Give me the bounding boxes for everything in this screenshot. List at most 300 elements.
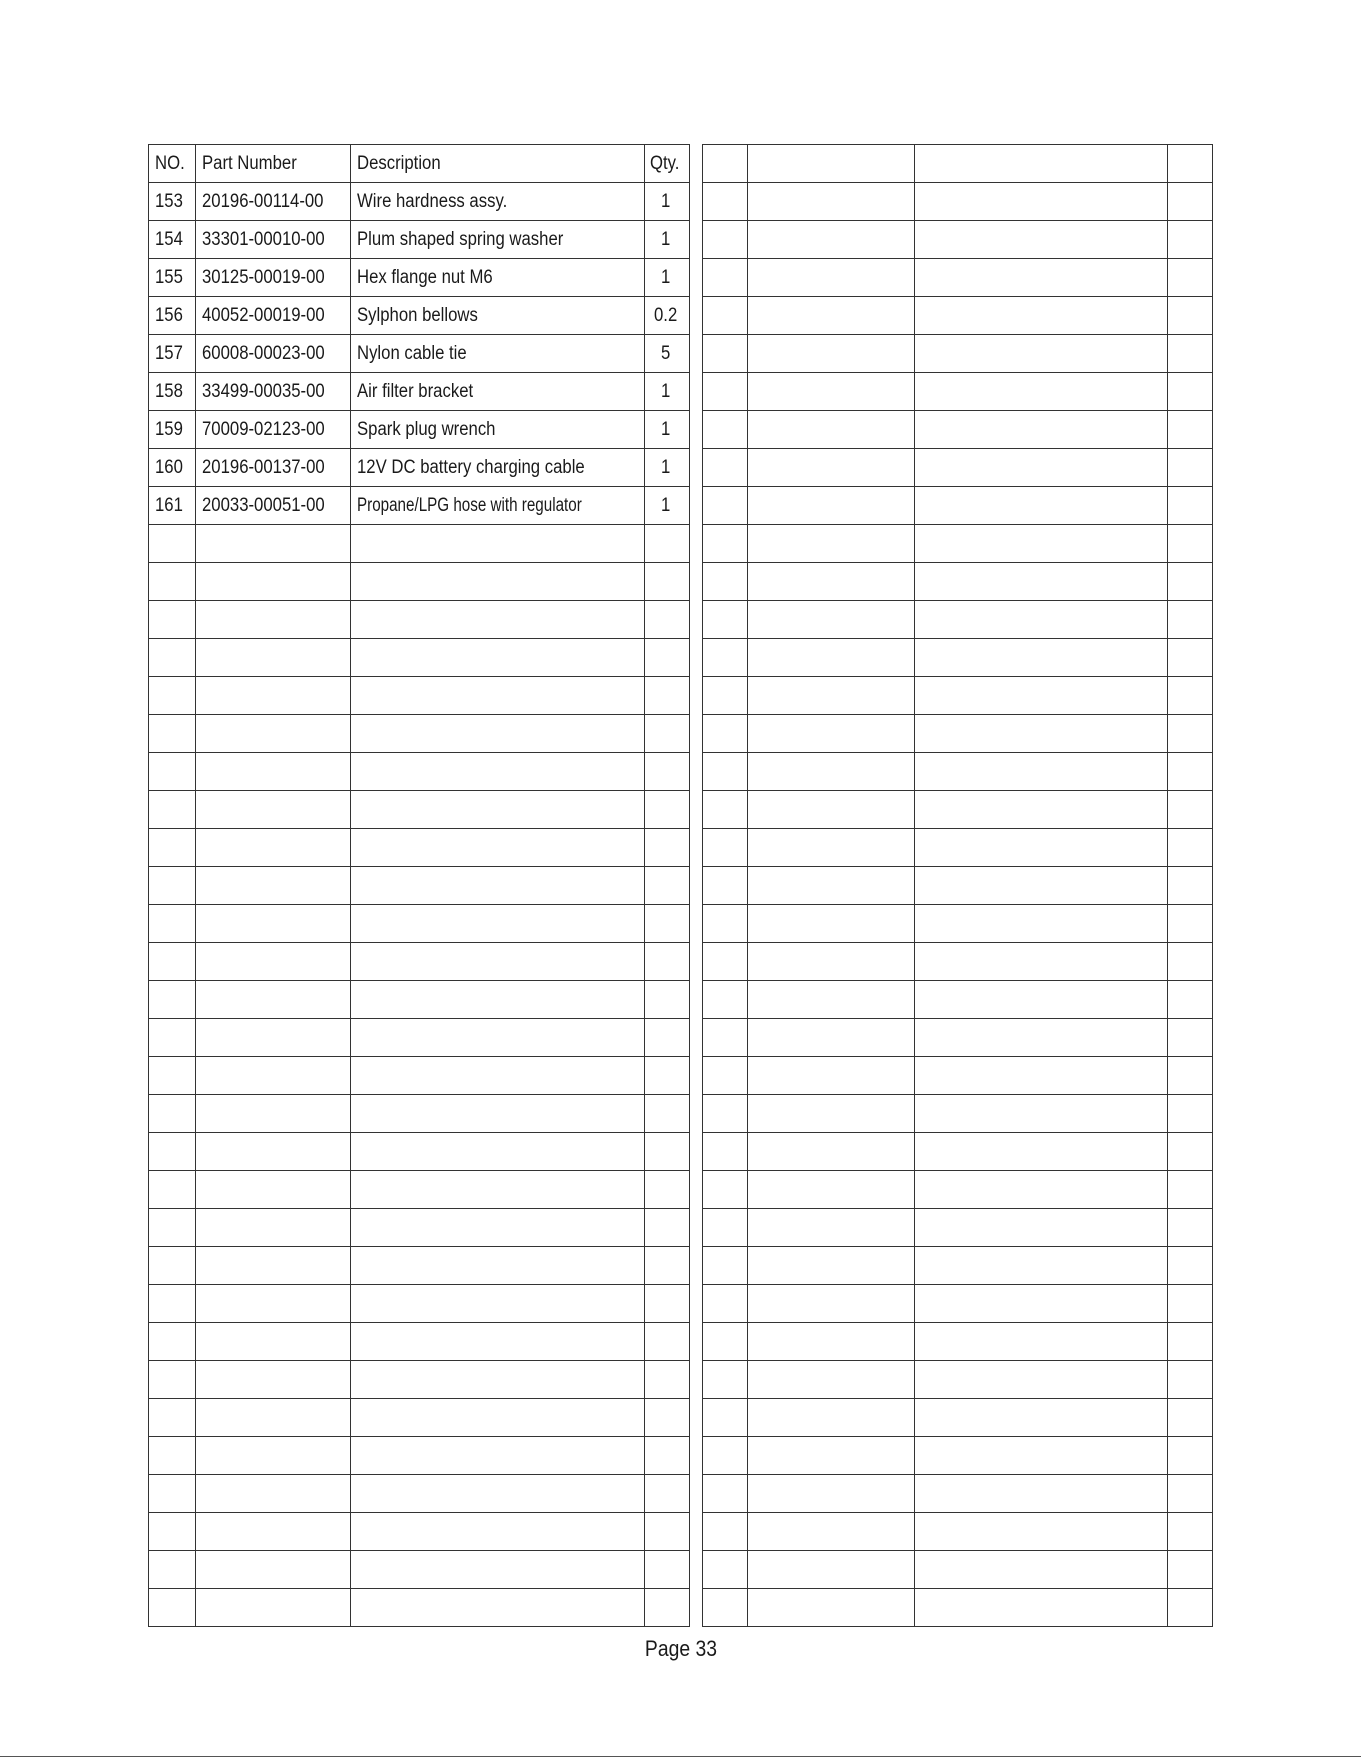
empty-cell <box>748 563 915 601</box>
empty-cell <box>644 905 689 943</box>
empty-cell <box>1168 183 1213 221</box>
empty-cell <box>195 677 350 715</box>
cell-no: 159 <box>149 411 196 449</box>
empty-table-row <box>703 297 1213 335</box>
empty-table-row <box>703 1133 1213 1171</box>
empty-cell <box>1168 1551 1213 1589</box>
empty-table-row <box>149 563 690 601</box>
empty-cell <box>915 1589 1168 1627</box>
empty-cell <box>350 563 644 601</box>
header-qty: Qty. <box>644 145 689 183</box>
empty-cell <box>703 1095 748 1133</box>
empty-table-row <box>149 1171 690 1209</box>
empty-table-row <box>149 753 690 791</box>
cell-description: Wire hardness assy. <box>350 183 644 221</box>
empty-cell <box>703 753 748 791</box>
empty-cell <box>703 297 748 335</box>
empty-cell <box>748 1057 915 1095</box>
empty-cell <box>915 1513 1168 1551</box>
empty-cell <box>1168 829 1213 867</box>
empty-table-row <box>703 791 1213 829</box>
header-description: Description <box>350 145 644 183</box>
empty-cell <box>644 525 689 563</box>
empty-cell <box>195 1247 350 1285</box>
empty-table-row <box>149 867 690 905</box>
empty-cell <box>350 677 644 715</box>
empty-cell <box>748 829 915 867</box>
empty-cell <box>1168 1323 1213 1361</box>
empty-cell <box>748 1513 915 1551</box>
parts-table-left <box>148 144 690 1627</box>
empty-cell <box>149 1171 196 1209</box>
table-row <box>149 221 690 259</box>
empty-table-row <box>149 639 690 677</box>
empty-cell <box>1168 867 1213 905</box>
empty-cell <box>1168 373 1213 411</box>
empty-cell <box>915 1019 1168 1057</box>
empty-cell <box>915 905 1168 943</box>
table-row <box>149 373 690 411</box>
empty-cell <box>644 715 689 753</box>
empty-cell <box>915 753 1168 791</box>
empty-table-row <box>149 1323 690 1361</box>
empty-cell <box>195 1019 350 1057</box>
empty-cell <box>195 791 350 829</box>
empty-cell <box>915 867 1168 905</box>
empty-cell <box>748 715 915 753</box>
empty-table-row <box>703 1399 1213 1437</box>
empty-table-row <box>149 601 690 639</box>
empty-table-row <box>703 943 1213 981</box>
empty-cell <box>703 905 748 943</box>
empty-cell <box>703 1437 748 1475</box>
empty-cell <box>703 1209 748 1247</box>
empty-cell <box>195 601 350 639</box>
empty-cell <box>644 1247 689 1285</box>
empty-cell <box>703 487 748 525</box>
empty-cell <box>915 1285 1168 1323</box>
empty-cell <box>195 867 350 905</box>
empty-cell <box>915 335 1168 373</box>
table-row <box>149 259 690 297</box>
cell-no: 156 <box>149 297 196 335</box>
empty-cell <box>748 677 915 715</box>
empty-cell <box>1168 1247 1213 1285</box>
empty-cell <box>915 449 1168 487</box>
empty-table-row <box>149 1589 690 1627</box>
empty-cell <box>149 715 196 753</box>
empty-cell <box>149 525 196 563</box>
empty-cell <box>149 905 196 943</box>
empty-cell <box>644 1171 689 1209</box>
empty-table-row <box>149 1361 690 1399</box>
empty-table-row <box>149 1209 690 1247</box>
empty-cell <box>149 1247 196 1285</box>
empty-cell <box>350 1323 644 1361</box>
empty-cell <box>1168 1437 1213 1475</box>
empty-table-row <box>703 677 1213 715</box>
empty-table-row <box>703 1589 1213 1627</box>
cell-no: 153 <box>149 183 196 221</box>
empty-cell <box>350 1475 644 1513</box>
empty-table-row <box>149 943 690 981</box>
empty-cell <box>915 1095 1168 1133</box>
empty-cell <box>703 1171 748 1209</box>
empty-cell <box>703 449 748 487</box>
table-row <box>149 449 690 487</box>
empty-cell <box>149 753 196 791</box>
empty-cell <box>748 183 915 221</box>
cell-no: 161 <box>149 487 196 525</box>
empty-cell <box>1168 563 1213 601</box>
empty-cell <box>195 1323 350 1361</box>
empty-cell <box>703 639 748 677</box>
empty-cell <box>350 525 644 563</box>
empty-cell <box>1168 1209 1213 1247</box>
empty-table-row <box>703 487 1213 525</box>
empty-cell <box>703 715 748 753</box>
empty-cell <box>195 1513 350 1551</box>
empty-cell <box>1168 1095 1213 1133</box>
empty-cell <box>915 563 1168 601</box>
empty-cell <box>703 1589 748 1627</box>
empty-cell <box>195 1095 350 1133</box>
cell-part-number: 40052-00019-00 <box>195 297 350 335</box>
empty-cell <box>1168 715 1213 753</box>
empty-table-row <box>149 1399 690 1437</box>
empty-table-row <box>703 335 1213 373</box>
empty-table-row <box>703 905 1213 943</box>
empty-cell <box>915 791 1168 829</box>
empty-cell <box>1168 1057 1213 1095</box>
empty-cell <box>195 1285 350 1323</box>
empty-table-row <box>703 221 1213 259</box>
empty-cell <box>703 867 748 905</box>
empty-cell <box>915 1551 1168 1589</box>
empty-cell <box>915 487 1168 525</box>
empty-cell <box>748 1247 915 1285</box>
empty-cell <box>748 1475 915 1513</box>
cell-description: Spark plug wrench <box>350 411 644 449</box>
empty-cell <box>748 1095 915 1133</box>
empty-table-row <box>703 1475 1213 1513</box>
empty-cell <box>748 297 915 335</box>
empty-cell <box>195 1133 350 1171</box>
empty-table-row <box>703 411 1213 449</box>
empty-cell <box>149 829 196 867</box>
cell-description: Propane/LPG hose with regulator <box>350 487 644 525</box>
empty-cell <box>350 1589 644 1627</box>
empty-cell <box>149 1551 196 1589</box>
empty-cell <box>748 1133 915 1171</box>
empty-table-row <box>703 753 1213 791</box>
cell-qty: 0.2 <box>644 297 689 335</box>
empty-cell <box>350 1437 644 1475</box>
empty-cell <box>1168 487 1213 525</box>
empty-table-row <box>149 829 690 867</box>
empty-cell <box>195 905 350 943</box>
empty-cell <box>1168 1019 1213 1057</box>
empty-cell <box>703 1551 748 1589</box>
empty-cell <box>644 1399 689 1437</box>
cell-part-number: 33301-00010-00 <box>195 221 350 259</box>
empty-cell <box>703 1285 748 1323</box>
parts-table-left-body <box>149 145 690 1627</box>
empty-table-row <box>149 1095 690 1133</box>
empty-cell <box>915 525 1168 563</box>
empty-cell <box>644 943 689 981</box>
empty-cell <box>350 943 644 981</box>
empty-cell <box>1168 1361 1213 1399</box>
empty-cell <box>1168 677 1213 715</box>
empty-table-row <box>703 829 1213 867</box>
empty-cell <box>703 145 748 183</box>
cell-qty: 1 <box>644 221 689 259</box>
cell-no: 157 <box>149 335 196 373</box>
empty-cell <box>915 981 1168 1019</box>
empty-cell <box>748 791 915 829</box>
empty-cell <box>748 335 915 373</box>
empty-cell <box>748 1019 915 1057</box>
cell-qty: 5 <box>644 335 689 373</box>
empty-cell <box>1168 791 1213 829</box>
cell-description: Plum shaped spring washer <box>350 221 644 259</box>
parts-table-right <box>702 144 1213 1627</box>
empty-cell <box>149 1361 196 1399</box>
empty-cell <box>195 563 350 601</box>
empty-cell <box>915 221 1168 259</box>
cell-part-number: 20196-00137-00 <box>195 449 350 487</box>
empty-cell <box>350 867 644 905</box>
empty-cell <box>703 335 748 373</box>
empty-cell <box>1168 335 1213 373</box>
empty-cell <box>195 829 350 867</box>
empty-cell <box>915 601 1168 639</box>
empty-cell <box>1168 297 1213 335</box>
empty-cell <box>703 1133 748 1171</box>
cell-description: Hex flange nut M6 <box>350 259 644 297</box>
empty-cell <box>1168 639 1213 677</box>
empty-cell <box>748 943 915 981</box>
cell-description: Nylon cable tie <box>350 335 644 373</box>
empty-cell <box>350 981 644 1019</box>
empty-cell <box>748 753 915 791</box>
empty-table-row <box>703 145 1213 183</box>
empty-cell <box>350 1171 644 1209</box>
empty-table-row <box>149 525 690 563</box>
empty-table-row <box>149 1133 690 1171</box>
empty-cell <box>703 1057 748 1095</box>
empty-cell <box>748 1171 915 1209</box>
cell-part-number: 70009-02123-00 <box>195 411 350 449</box>
empty-table-row <box>149 1019 690 1057</box>
empty-table-row <box>149 677 690 715</box>
table-row <box>149 183 690 221</box>
empty-cell <box>350 1057 644 1095</box>
empty-cell <box>350 715 644 753</box>
empty-cell <box>195 525 350 563</box>
empty-cell <box>350 1513 644 1551</box>
cell-part-number: 60008-00023-00 <box>195 335 350 373</box>
empty-cell <box>915 411 1168 449</box>
empty-cell <box>350 1095 644 1133</box>
empty-cell <box>149 1513 196 1551</box>
empty-cell <box>195 1209 350 1247</box>
empty-cell <box>149 677 196 715</box>
empty-cell <box>149 791 196 829</box>
empty-cell <box>748 601 915 639</box>
empty-cell <box>703 563 748 601</box>
empty-cell <box>915 943 1168 981</box>
empty-cell <box>149 563 196 601</box>
empty-cell <box>703 791 748 829</box>
empty-cell <box>915 677 1168 715</box>
empty-cell <box>350 1019 644 1057</box>
empty-cell <box>149 1323 196 1361</box>
empty-table-row <box>703 1209 1213 1247</box>
empty-table-row <box>703 639 1213 677</box>
empty-cell <box>149 1133 196 1171</box>
empty-cell <box>350 829 644 867</box>
empty-cell <box>644 867 689 905</box>
empty-cell <box>1168 943 1213 981</box>
empty-cell <box>748 145 915 183</box>
empty-cell <box>703 601 748 639</box>
empty-table-row <box>149 905 690 943</box>
empty-table-row <box>149 715 690 753</box>
empty-cell <box>1168 753 1213 791</box>
empty-cell <box>644 1285 689 1323</box>
empty-cell <box>1168 1285 1213 1323</box>
cell-qty: 1 <box>644 449 689 487</box>
empty-cell <box>644 1323 689 1361</box>
empty-table-row <box>703 1247 1213 1285</box>
cell-description: Air filter bracket <box>350 373 644 411</box>
empty-cell <box>703 943 748 981</box>
empty-cell <box>149 1399 196 1437</box>
cell-part-number: 33499-00035-00 <box>195 373 350 411</box>
empty-cell <box>1168 221 1213 259</box>
empty-table-row <box>703 563 1213 601</box>
empty-cell <box>703 1513 748 1551</box>
empty-cell <box>915 639 1168 677</box>
cell-description: Sylphon bellows <box>350 297 644 335</box>
empty-cell <box>748 1285 915 1323</box>
empty-table-row <box>703 259 1213 297</box>
cell-part-number: 20196-00114-00 <box>195 183 350 221</box>
empty-cell <box>644 829 689 867</box>
empty-cell <box>644 1133 689 1171</box>
table-row <box>149 411 690 449</box>
empty-cell <box>195 1589 350 1627</box>
empty-table-row <box>703 1513 1213 1551</box>
empty-cell <box>915 715 1168 753</box>
cell-no: 160 <box>149 449 196 487</box>
empty-cell <box>748 487 915 525</box>
empty-cell <box>350 1361 644 1399</box>
empty-cell <box>1168 1475 1213 1513</box>
empty-cell <box>703 525 748 563</box>
empty-table-row <box>703 1057 1213 1095</box>
empty-cell <box>703 829 748 867</box>
empty-cell <box>149 1057 196 1095</box>
empty-cell <box>350 1247 644 1285</box>
empty-cell <box>915 1133 1168 1171</box>
empty-table-row <box>149 1513 690 1551</box>
page-number-label: Page 33 <box>644 1636 717 1661</box>
empty-cell <box>149 1019 196 1057</box>
empty-table-row <box>703 1019 1213 1057</box>
empty-cell <box>149 1475 196 1513</box>
cell-no: 158 <box>149 373 196 411</box>
empty-cell <box>195 1361 350 1399</box>
empty-cell <box>350 753 644 791</box>
empty-cell <box>1168 449 1213 487</box>
empty-table-row <box>703 601 1213 639</box>
empty-cell <box>1168 981 1213 1019</box>
empty-table-row <box>703 183 1213 221</box>
empty-cell <box>350 1133 644 1171</box>
empty-cell <box>644 1437 689 1475</box>
empty-table-row <box>703 1171 1213 1209</box>
empty-cell <box>748 1361 915 1399</box>
cell-qty: 1 <box>644 411 689 449</box>
empty-cell <box>703 677 748 715</box>
page-number <box>0 1636 1361 1662</box>
empty-table-row <box>149 1247 690 1285</box>
empty-cell <box>703 1361 748 1399</box>
empty-table-row <box>149 1437 690 1475</box>
empty-cell <box>644 1209 689 1247</box>
empty-cell <box>644 981 689 1019</box>
empty-cell <box>350 905 644 943</box>
empty-table-row <box>703 867 1213 905</box>
cell-no: 155 <box>149 259 196 297</box>
empty-cell <box>748 1209 915 1247</box>
empty-cell <box>1168 145 1213 183</box>
empty-cell <box>350 1399 644 1437</box>
empty-cell <box>915 1437 1168 1475</box>
empty-cell <box>703 981 748 1019</box>
cell-no: 154 <box>149 221 196 259</box>
empty-cell <box>195 1399 350 1437</box>
empty-cell <box>195 943 350 981</box>
empty-cell <box>703 373 748 411</box>
empty-cell <box>149 867 196 905</box>
empty-cell <box>703 1399 748 1437</box>
empty-cell <box>195 715 350 753</box>
empty-cell <box>644 1551 689 1589</box>
cell-qty: 1 <box>644 259 689 297</box>
empty-cell <box>350 601 644 639</box>
empty-cell <box>1168 1513 1213 1551</box>
empty-cell <box>703 1019 748 1057</box>
empty-cell <box>748 905 915 943</box>
empty-cell <box>915 1247 1168 1285</box>
empty-cell <box>703 259 748 297</box>
empty-cell <box>644 1057 689 1095</box>
empty-cell <box>644 601 689 639</box>
table-row <box>149 487 690 525</box>
empty-cell <box>703 1247 748 1285</box>
empty-table-row <box>149 981 690 1019</box>
empty-cell <box>1168 905 1213 943</box>
empty-cell <box>748 411 915 449</box>
empty-cell <box>748 525 915 563</box>
empty-cell <box>915 145 1168 183</box>
empty-cell <box>915 1323 1168 1361</box>
empty-cell <box>644 563 689 601</box>
